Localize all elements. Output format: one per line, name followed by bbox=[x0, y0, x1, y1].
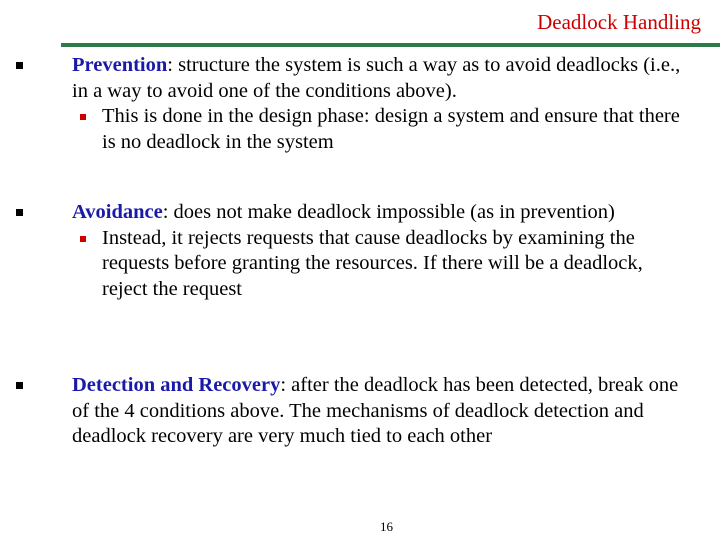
bullet-text bbox=[72, 200, 692, 226]
page-number: 16 bbox=[380, 519, 393, 534]
bullet-detection-recovery bbox=[72, 373, 692, 450]
sub-bullet bbox=[102, 104, 692, 155]
bullet-text bbox=[72, 53, 692, 104]
bullet-text bbox=[72, 373, 692, 450]
bullet-term: Avoidance bbox=[72, 201, 163, 223]
sub-bullet-text: Instead, it rejects requests that cause deadlocks by examining the requests before granting the resources. If there will be a deadlock, reject the request bbox=[102, 226, 643, 300]
bullet-square-icon bbox=[16, 209, 23, 216]
sub-bullet-square-icon bbox=[80, 114, 86, 120]
bullet-description: : after the deadlock has been detected, break one of the 4 conditions above. The mechanisms of deadlock detection and deadlock recovery are very much tied to each other bbox=[72, 374, 679, 447]
bullet-description: : does not make deadlock impossible (as in prevention) bbox=[162, 201, 615, 223]
sub-bullet-square-icon bbox=[80, 236, 86, 242]
sub-bullet-text: This is done in the design phase: design a system and ensure that there is no deadlock in the system bbox=[102, 105, 680, 153]
bullet-term: Prevention bbox=[72, 54, 168, 76]
title-divider bbox=[61, 43, 720, 47]
bullet-avoidance bbox=[72, 200, 692, 302]
bullet-square-icon bbox=[16, 382, 23, 389]
slide-title: Deadlock Handling bbox=[537, 10, 701, 34]
bullet-square-icon bbox=[16, 62, 23, 69]
bullet-term: Detection and Recovery bbox=[72, 374, 281, 396]
sub-bullet bbox=[102, 226, 692, 303]
bullet-description: : structure the system is such a way as to avoid deadlocks (i.e., in a way to avoid one of the conditions above). bbox=[72, 54, 681, 102]
bullet-prevention bbox=[72, 53, 692, 155]
